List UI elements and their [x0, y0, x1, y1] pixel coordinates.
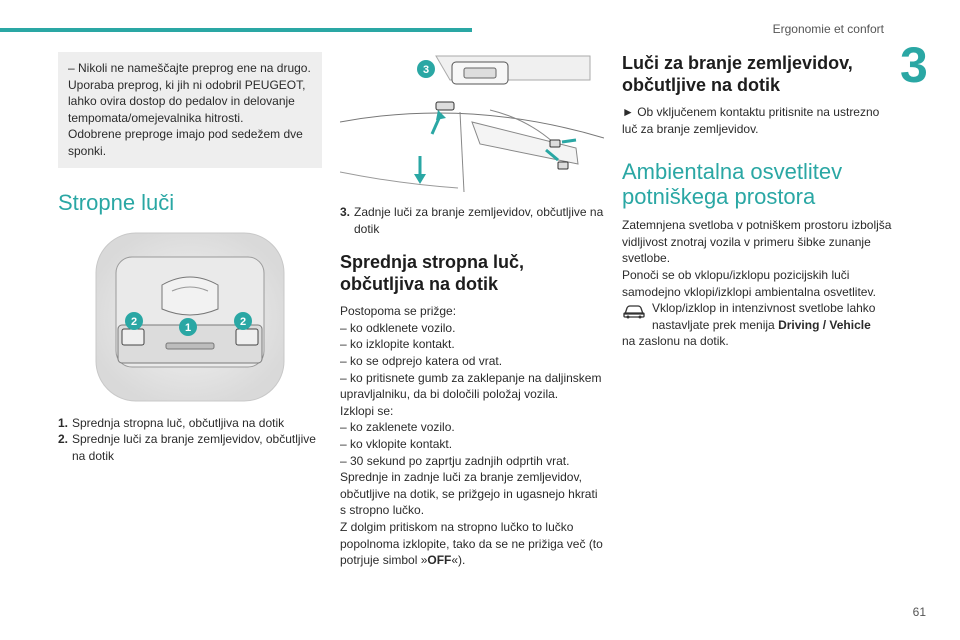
off-symbol-text: OFF — [427, 553, 452, 568]
car-icon — [622, 300, 652, 324]
svg-text:3: 3 — [422, 64, 430, 76]
heading-ceiling-lights: Stropne luči — [58, 189, 175, 215]
text-line: Sprednje in zadnje luči za branje zemljevidov, občutljive na dotik, se prižgejo in ugasnejo hkrati s stropno lučko. — [340, 470, 598, 518]
note-line: Odobrene preproge imajo pod sedežem dve sponki. — [68, 127, 303, 158]
caption-number: 2. — [58, 432, 69, 447]
text-line: – 30 sekund po zaprtju zadnjih odprtih vrat. — [340, 453, 570, 468]
heading-ambient-lighting: Ambientalna osvetlitev potniškega prostora — [622, 159, 843, 210]
front-ceiling-light-text — [340, 303, 604, 569]
caption-number: 3. — [340, 205, 351, 219]
caption-text: Sprednja stropna luč, občutljiva na dotik — [72, 415, 285, 430]
figure-marker-1 — [179, 318, 197, 336]
text-line: – ko odklenete vozilo. — [340, 320, 456, 335]
text-span: Z dolgim pritiskom na stropno lučko to lučko popolnoma izklopite, tako da se ne prižiga več (to potrjuje simbol » — [340, 519, 603, 568]
caption-row — [58, 431, 322, 464]
caption-number: 1. — [58, 415, 69, 430]
svg-text:2: 2 — [239, 315, 247, 328]
text-line: – ko vklopite kontakt. — [340, 436, 453, 451]
text-span: Vklop/izklop in intenzivnost svetlobe lahko nastavljate prek menija — [652, 301, 876, 332]
section-name: Ergonomie et confort — [772, 22, 884, 36]
figure-caption — [340, 204, 604, 237]
text-line: – ko se odprejo katera od vrat. — [340, 353, 503, 368]
text-span: «). — [451, 553, 466, 568]
svg-text:2: 2 — [130, 315, 138, 328]
note-line: Uporaba preprog, ki jih ni odobril PEUGEOT, lahko ovira dostop do pedalov in delovanje tempomata/omejevalnika hitrosti. — [68, 77, 306, 125]
text-line: – ko zaklenete vozilo. — [340, 420, 455, 435]
caption-row — [340, 204, 604, 237]
page-number: 61 — [912, 605, 926, 619]
touchscreen-note — [622, 300, 892, 333]
caption-row — [58, 415, 322, 432]
rear-map-light-figure — [340, 52, 604, 194]
front-ceiling-light-figure — [58, 229, 322, 405]
figure-marker-3 — [417, 60, 435, 78]
chapter-number: 3 — [900, 37, 928, 93]
ambient-para-2: Ponoči se ob vklopu/izklopu pozicijskih luči samodejno vklopi/izklopi ambientalna osvetlitev. — [622, 267, 876, 299]
note-line: – Nikoli ne nameščajte preprog ene na drugo. — [68, 61, 311, 75]
touchscreen-note-text — [652, 300, 892, 333]
heading-map-lights: Luči za branje zemljevidov, občutljive na dotik — [622, 53, 853, 95]
heading-front-ceiling-light: Sprednja stropna luč, občutljiva na dotik — [340, 252, 525, 295]
figure-marker-2-right — [234, 312, 252, 330]
text-line — [340, 519, 604, 569]
text-line: Postopoma se prižge: — [340, 304, 457, 319]
header-accent-bar — [0, 28, 472, 32]
figure-marker-2-left — [125, 312, 143, 330]
column-3 — [622, 52, 892, 350]
map-lights-instruction: ► Ob vključenem kontaktu pritisnite na ustrezno luč za branje zemljevidov. — [622, 105, 880, 136]
caption-text: Zadnje luči za branje zemljevidov, občutljive na dotik — [354, 205, 604, 236]
text-line: – ko pritisnete gumb za zaklepanje na daljinskem upravljalniku, da bi določili položaj vozila. — [340, 370, 602, 402]
column-2 — [340, 52, 604, 569]
figure-captions — [58, 415, 322, 465]
text-line: – ko izklopite kontakt. — [340, 337, 455, 352]
touchscreen-note-tail: na zaslonu na dotik. — [622, 334, 729, 349]
ambient-para-1: Zatemnjena svetloba v potniškem prostoru izboljša vidljivost znotraj vozila v primeru šibke zunanje svetlobe. — [622, 218, 892, 266]
floor-mat-note — [58, 52, 322, 168]
menu-name: Driving / Vehicle — [778, 317, 871, 332]
caption-text: Sprednje luči za branje zemljevidov, občutljive na dotik — [72, 432, 316, 463]
column-1 — [58, 52, 322, 464]
svg-text:1: 1 — [184, 321, 192, 334]
text-line: Izklopi se: — [340, 403, 394, 418]
